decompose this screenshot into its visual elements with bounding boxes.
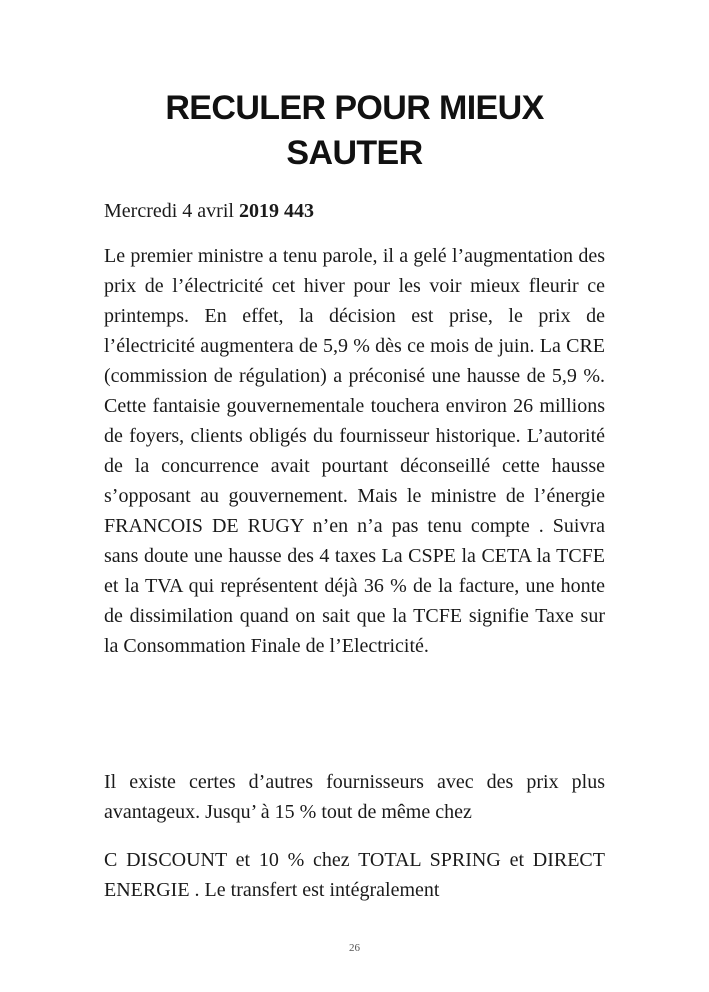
date-text: Mercredi 4 avril bbox=[104, 200, 234, 222]
paragraph-3: C DISCOUNT et 10 % chez TOTAL SPRING et DIRECT ENERGIE . Le transfert est intégralement bbox=[104, 849, 605, 901]
date-bold: 2019 443 bbox=[238, 200, 314, 222]
page-number: 26 bbox=[349, 942, 360, 954]
paragraph-2: Il existe certes d’autres fournisseurs avec des prix plus avantageux. Jusqu’ à 15 % tout de même chez bbox=[104, 771, 605, 823]
paragraph-1: Le premier ministre a tenu parole, il a gelé l’augmentation des prix de l’électricité cet hiver pour les voir mieux fleurir ce printemps. En effet, la décision est prise, le prix de l’électricité augmentera de 5,9 % dès ce mois de juin. La CRE (commission de régulation) a préconisé une hausse de 5,9 %. Cette fantaisie gouvernementale touchera environ 26 millions de foyers, clients obligés du fournisseur historique. L’autorité de la concurrence avait pourtant déconseillé cette hausse s’opposant au gouvernement. Mais le ministre de l’énergie FRANCOIS DE RUGY n’en n’a pas tenu compte . Suivra sans doute une hausse des 4 taxes La CSPE la CETA la TCFE et la TVA qui représentent déjà 36 % de la facture, une honte de dissimilation quand on sait que la TCFE signifie Taxe sur la Consommation Finale de l’Electricité. bbox=[104, 245, 605, 657]
page-title: RECULER POUR MIEUX SAUTER bbox=[165, 89, 544, 172]
date-line bbox=[104, 196, 314, 226]
